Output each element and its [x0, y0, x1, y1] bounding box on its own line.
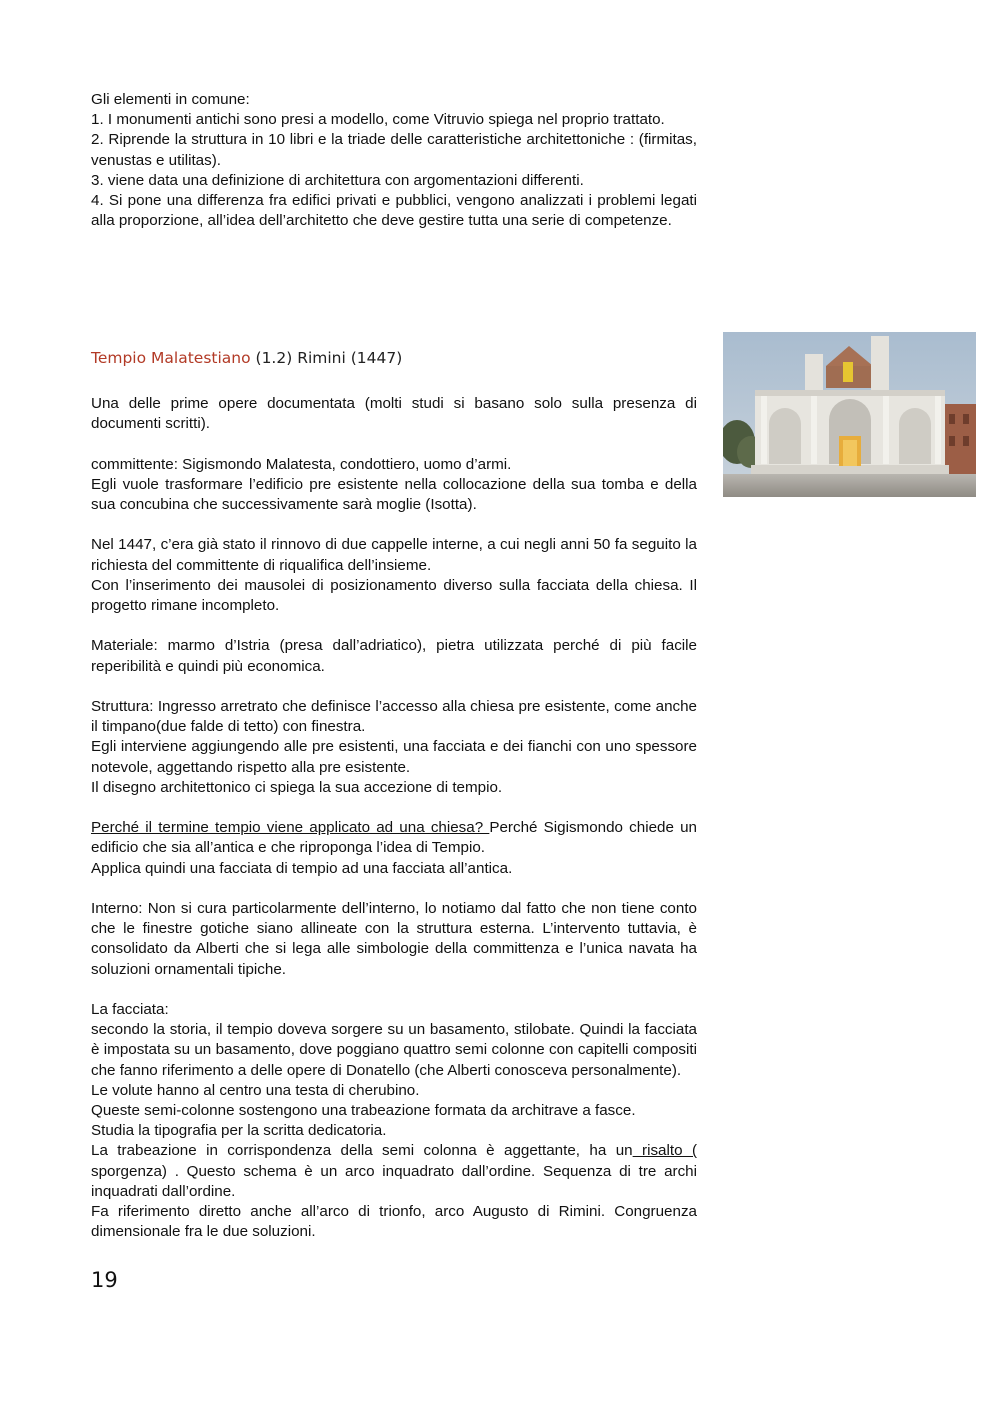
section-title-rest: (1.2) Rimini (1447) [250, 349, 403, 367]
intro-line: 1. I monumenti antichi sono presi a modello, come Vitruvio spiega nel proprio trattato. [91, 111, 665, 129]
intro-line: 3. viene data una definizione di architettura con argomentazioni differenti. [91, 171, 584, 189]
intro-line: 4. Si pone una differenza fra edifici privati e pubblici, vengono analizzati i problemi legati alla proporzione, all’idea dell’architetto che deve gestire tutta una serie di competenze. [91, 192, 697, 230]
paragraph: secondo la storia, il tempio doveva sorgere su un basamento, stilobate. Quindi la facciata è impostata su un basamento, dove poggiano quattro semi colonne con capitelli compositi che fanno riferimento a delle opere di Donatello (che Alberti conosceva personalmente). [91, 1021, 697, 1079]
paragraph: Nel 1447, c’era già stato il rinnovo di due cappelle interne, a cui negli anni 50 fa seguito la richiesta del committente di riqualifica dell’insieme. [91, 536, 697, 574]
underlined-question: Perché il termine tempio viene applicato ad una chiesa? [91, 819, 490, 837]
paragraph-text: Perché Sigismondo chiede un edificio che sia all’antica e che riproponga l’idea di Tempio. [91, 819, 697, 857]
paragraph: Queste semi-colonne sostengono una trabeazione formata da architrave a fasce. [91, 1102, 636, 1119]
intro-line: 2. Riprende la struttura in 10 libri e la triade delle caratteristiche architettoniche : (firmitas, venustas e utilitas). [91, 131, 697, 169]
paragraph: Una delle prime opere documentata (molti studi si basano solo sulla presenza di documenti scritti). [91, 395, 697, 433]
page-number: 19 [91, 1268, 118, 1292]
intro-block [91, 90, 697, 231]
paragraph: Interno: Non si cura particolarmente dell’interno, lo notiamo dal fatto che non tiene conto che le finestre gotiche siano allineate con la struttura esterna. L’intervento tuttavia, è consolidato da Alberti che si lega alle simbologie della committenza e l’unica navata ha soluzioni ornamentali tipiche. [91, 899, 697, 978]
paragraph: committente: Sigismondo Malatesta, condottiero, uomo d’armi. [91, 455, 512, 473]
paragraph-text: La trabeazione in corrispondenza della semi colonna è aggettante, ha un [91, 1142, 633, 1160]
tempio-malatestiano-photo [723, 332, 976, 497]
paragraph: Le volute hanno al centro una testa di cherubino. [91, 1081, 420, 1099]
paragraph: Con l’inserimento dei mausolei di posizionamento diverso sulla facciata della chiesa. Il progetto rimane incompleto. [91, 576, 697, 614]
paragraph-heading: La facciata: [91, 1000, 169, 1018]
paragraph: Materiale: marmo d’Istria (presa dall’adriatico), pietra utilizzata perché di più facile reperibilità e quindi più economica. [91, 637, 697, 675]
section-title-link[interactable]: Tempio Malatestiano [91, 349, 251, 367]
paragraph: Egli vuole trasformare l’edificio pre esistente nella collocazione della sua tomba e della sua concubina che successivamente sarà moglie (Isotta). [91, 475, 697, 513]
paragraph-text: sporgenza) . Questo schema è un arco inquadrato dall’ordine. Sequenza di tre archi inquadrati dall’ordine. [91, 1162, 697, 1200]
paragraph: Struttura: Ingresso arretrato che definisce l’accesso alla chiesa pre esistente, come anche il timpano(due falde di tetto) con finestra. [91, 697, 697, 736]
paragraph [91, 1141, 697, 1202]
paragraph: Egli interviene aggiungendo alle pre esistenti, una facciata e dei fianchi con uno spessore notevole, aggettando rispetto alla pre esistente. [91, 738, 697, 776]
paragraph: Studia la tipografia per la scritta dedicatoria. [91, 1122, 387, 1140]
underlined-term: risalto ( [632, 1142, 697, 1160]
paragraph: Il disegno architettonico ci spiega la sua accezione di tempio. [91, 778, 503, 796]
main-text [91, 394, 697, 1242]
paragraph: Fa riferimento diretto anche all’arco di trionfo, arco Augusto di Rimini. Congruenza dimensionale fra le due soluzioni. [91, 1203, 697, 1241]
paragraph [91, 818, 697, 858]
paragraph: Applica quindi una facciata di tempio ad una facciata all’antica. [91, 859, 513, 877]
intro-line: Gli elementi in comune: [91, 91, 250, 108]
section-title [91, 349, 402, 367]
